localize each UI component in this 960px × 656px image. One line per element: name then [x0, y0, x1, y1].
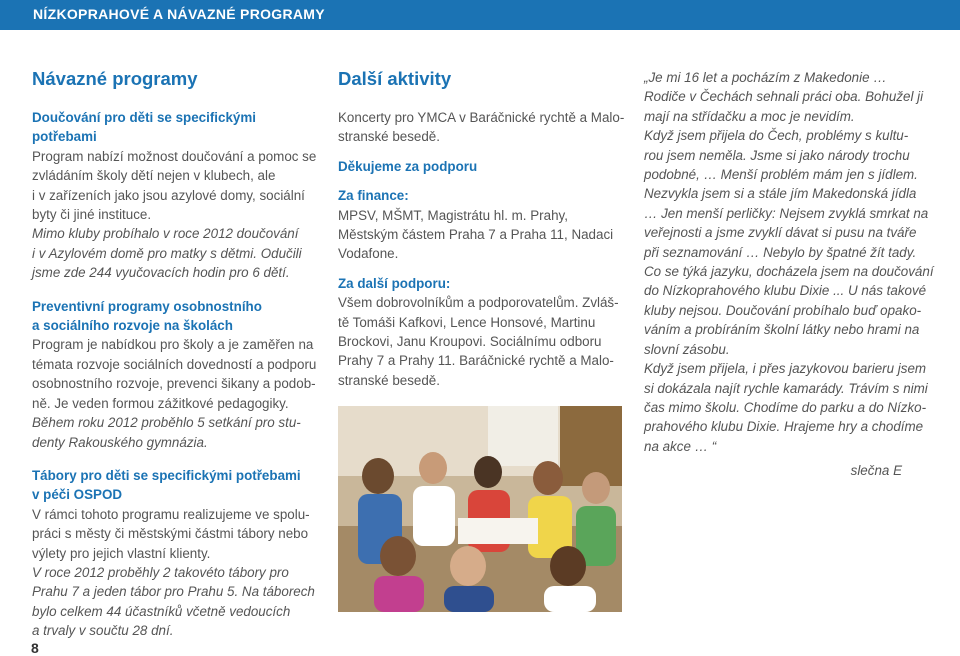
page-number: 8: [31, 640, 39, 656]
right-column-quote: [644, 68, 934, 481]
heading-doucovani: Doučování pro děti se specifickými potřebami: [32, 110, 256, 145]
para-tabory: V rámci tohoto programu realizujeme ve spolu- práci s městy či městskými částmi tábory nebo výlety pro jejich vlastní klienty.: [32, 506, 310, 561]
para-tabory-italic: V roce 2012 proběhly 2 takovéto tábory pro Prahu 7 a jeden tábor pro Prahu 5. Na táborech bylo celkem 44 účastníků včetně vedoucích a trvaly v součtu 28 dní.: [32, 564, 315, 639]
label-dalsi-podpora: Za další podporu:: [338, 275, 451, 291]
para-doucovani: Program nabízí možnost doučování a pomoc se zvládáním školy dětí nejen v klubech, ale i v zařízeních jako jsou azylové domy, sociální byty či jiné instituce.: [32, 148, 317, 223]
group-photo: [338, 406, 622, 612]
header-bar: [0, 0, 960, 30]
group-photo-illustration: [338, 406, 622, 612]
header-title: NÍZKOPRAHOVÉ A NÁVAZNÉ PROGRAMY: [33, 6, 325, 22]
quote-signature: slečna E: [850, 463, 902, 479]
para-doucovani-italic: Mimo kluby probíhalo v roce 2012 doučování i v Azylovém domě pro matky s dětmi. Odučili jsme zde 244 vyučovacích hodin pro 6 dětí.: [32, 226, 302, 281]
left-column: [32, 68, 322, 641]
heading-dekujeme: Děkujeme za podporu: [338, 158, 478, 174]
quote-text: „Je mi 16 let a pocházím z Makedonie … Rodiče v Čechách sehnali práci oba. Bohužel ji mají na střídačku a moc je nevidím. Když jsem přijela do Čech, problémy s kultu- rou jsem neměla. Jsme si jako národy trochu podobné, … Menší problém mám jen s jídlem. Nezvykla jsem si a stále jím Makedonská jídla … Jen menší perličky: Nejsem zvyklá smrkat na veřejnosti a jsme zvyklí dávat si pusu na tváře při seznamování … Nebylo by špatné žít tady. Co se týká jazyku, docházela jsem na doučování do Nízkoprahového klubu Dixie ... U nás takové kluby nejsou. Doučování probíhalo buď opako- váním a probíráním školní látky nebo hrami na slovní zásobu. Když jsem přijela, i přes jazykovou barieru jsem si dokázala najít rychle kamarády. Trávím s nimi čas mimo školu. Chodíme do parku a do Nízko- prahového klubu Dixie. Hrajeme hry a chodíme na akce … “: [644, 70, 934, 454]
heading-tabory: Tábory pro děti se specifickými potřebami v péči OSPOD: [32, 467, 301, 503]
middle-column: [338, 68, 628, 390]
heading-preventivni: Preventivní programy osobnostního a sociálního rozvoje na školách: [32, 298, 262, 334]
para-preventivni: Program je nabídkou pro školy a je zaměřen na témata rozvoje sociálních dovedností a podporu osobnostního rozvoje, prevenci šikany a podob- ně. Je veden formou zážitkové pedagogiky.: [32, 337, 317, 411]
para-koncerty: Koncerty pro YMCA v Baráčnické rychtě a Malo- stranské besedě.: [338, 110, 625, 145]
para-finance: MPSV, MŠMT, Magistrátu hl. m. Prahy, Městským částem Praha 7 a Praha 11, Nadaci Vodafone.: [338, 207, 614, 262]
para-preventivni-italic: Během roku 2012 proběhlo 5 setkání pro stu- denty Rakouského gymnázia.: [32, 415, 301, 450]
section-title-dalsi-aktivity: Další aktivity: [338, 68, 452, 89]
section-title-navazne: Návazné programy: [32, 68, 198, 89]
label-finance: Za finance:: [338, 188, 409, 204]
para-dalsi-podpora: Všem dobrovolníkům a podporovatelům. Zvláš- tě Tomáši Kafkovi, Lence Honsové, Martinu Brockovi, Janu Kroupovi. Sociálnímu odboru Prahy 7 a Prahy 11. Baráčnické rychtě a Malo- stranské besedě.: [338, 295, 619, 388]
